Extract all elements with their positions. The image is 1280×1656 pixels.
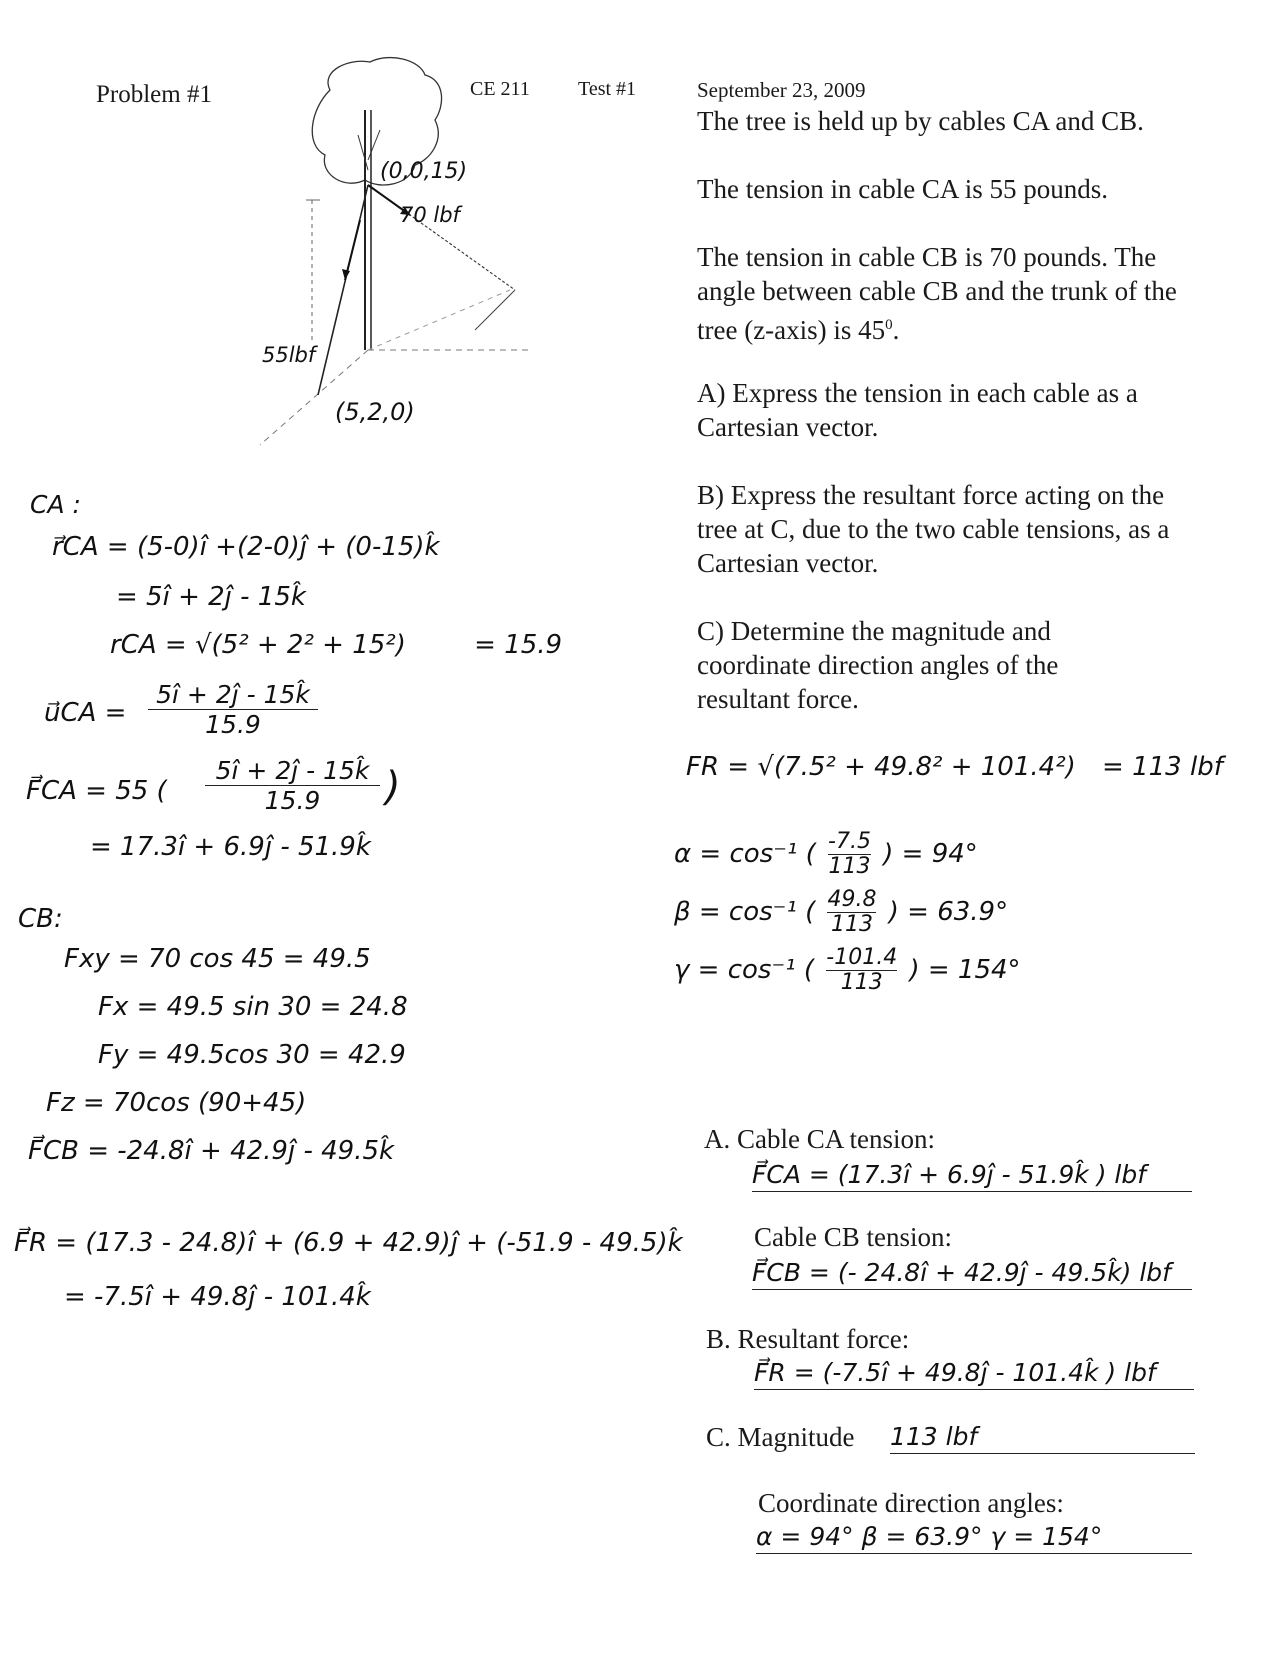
resultant-sum: F⃗R = (17.3 - 24.8)î + (6.9 + 42.9)ĵ + (-51.9 - 49.5)k̂: [14, 1228, 683, 1258]
magnitude-result: = 113 lbf: [1102, 752, 1223, 782]
cb-fx: Fx = 49.5 sin 30 = 24.8: [98, 992, 408, 1022]
tree-branch: [358, 135, 368, 170]
resultant-result: = -7.5î + 49.8ĵ - 101.4k̂: [64, 1282, 371, 1312]
ca-force-label: F⃗CA = 55 (: [26, 776, 167, 806]
statement-p3a: The tension in cable CB is 70 pounds.: [697, 242, 1108, 272]
alpha-fraction: [828, 830, 871, 879]
statement-p2: The tension in cable CA is 55 pounds.: [697, 174, 1108, 204]
gamma-numerator: -101.4: [826, 945, 898, 970]
gamma-label: γ = cos⁻¹ (: [674, 955, 815, 985]
beta-label: β = cos⁻¹ (: [674, 897, 816, 927]
cb-fxy: Fxy = 70 cos 45 = 49.5: [64, 944, 371, 974]
coord-a-label: (5,2,0): [335, 398, 415, 426]
answer-c-label: C. Magnitude: [706, 1422, 855, 1452]
ca-force-denominator: 15.9: [264, 786, 321, 815]
question-c: C) Determine the magnitude and coordinate direction angles of the resultant force.: [697, 616, 1059, 714]
ca-unit-numerator: 5î + 2ĵ - 15k̂: [148, 680, 318, 710]
ca-unit-denominator: 15.9: [205, 710, 261, 739]
statement-p1: The tree is held up by cables CA and CB.: [697, 106, 1144, 136]
answer-b-label: B. Resultant force:: [706, 1324, 910, 1354]
force-ca-label: 55lbf: [262, 343, 316, 367]
ca-unit-vector-fraction: [148, 680, 318, 739]
tree-figure: [250, 50, 580, 480]
problem-label: Problem #1: [96, 81, 212, 108]
anchor-b-line: [475, 290, 515, 330]
force-cb-label: 70 lbf: [400, 203, 460, 227]
degree-mark: 0: [885, 317, 893, 333]
magnitude-expr: FR = √(7.5² + 49.8² + 101.4²): [686, 752, 1076, 782]
ca-unit-vector-label: u⃗CA =: [44, 698, 127, 728]
alpha-label: α = cos⁻¹ (: [674, 839, 816, 869]
answer-angles-label: Coordinate direction angles:: [758, 1488, 1064, 1518]
cb-fz: Fz = 70cos (90+45): [46, 1088, 307, 1118]
cb-fy: Fy = 49.5cos 30 = 42.9: [98, 1040, 406, 1070]
gamma-denominator: 113: [840, 970, 883, 995]
ca-force-result: = 17.3î + 6.9ĵ - 51.9k̂: [90, 832, 371, 862]
ground-projection: [368, 290, 510, 350]
question-b: B) Express the resultant force acting on the tree at C, due to the two cable tensions, as a Cartesian vector.: [697, 480, 1170, 578]
coord-c-label: (0,0,15): [380, 159, 468, 184]
answer-a-value: F⃗CA = (17.3î + 6.9ĵ - 51.9k̂ ) lbf: [752, 1160, 1192, 1192]
ca-force-numerator: 5î + 2ĵ - 15k̂: [205, 756, 380, 786]
ca-force-paren: ): [385, 764, 401, 810]
course-label: CE 211: [470, 78, 530, 100]
cable-ca: [318, 185, 368, 395]
gamma-calc: [674, 946, 1021, 995]
question-a: A) Express the tension in each cable as a Cartesian vector.: [697, 378, 1138, 442]
ca-magnitude: [110, 630, 562, 660]
ca-position-vector: r⃗CA = (5-0)î +(2-0)ĵ + (0-15)k̂: [52, 532, 440, 562]
beta-result: ) = 63.9°: [888, 897, 1009, 927]
alpha-calc: [674, 830, 978, 879]
beta-fraction: [827, 888, 876, 937]
beta-denominator: 113: [830, 912, 873, 937]
cb-force-result: F⃗CB = -24.8î + 42.9ĵ - 49.5k̂: [28, 1136, 395, 1166]
ca-force-fraction: [205, 756, 380, 815]
alpha-result: ) = 94°: [883, 839, 978, 869]
alpha-numerator: -7.5: [828, 829, 871, 854]
tree-branch: [368, 130, 380, 160]
gamma-result: ) = 154°: [909, 955, 1021, 985]
ca-heading: CA :: [30, 490, 81, 519]
answer-b-value: F⃗R = (-7.5î + 49.8ĵ - 101.4k̂ ) lbf: [754, 1358, 1194, 1390]
answer-c-value: 113 lbf: [890, 1422, 1195, 1454]
test-label: Test #1: [578, 78, 637, 100]
answer-cb-label: Cable CB tension:: [754, 1222, 952, 1252]
beta-calc: [674, 888, 1008, 937]
alpha-denominator: 113: [828, 854, 871, 879]
statement-p3b: The angle between cable CB and the trunk of the tree (z-axis) is 45: [697, 242, 1177, 345]
ca-magnitude-result: = 15.9: [474, 630, 563, 660]
beta-numerator: 49.8: [827, 887, 877, 912]
answer-angles-value: α = 94° β = 63.9° γ = 154°: [756, 1522, 1192, 1554]
date-label: September 23, 2009: [697, 78, 866, 102]
magnitude-calc: [686, 752, 1223, 782]
gamma-fraction: [826, 946, 897, 995]
ca-magnitude-expr: rCA = √(5² + 2² + 15²): [110, 630, 406, 660]
cb-heading: CB:: [18, 904, 63, 934]
answer-cb-value: F⃗CB = (- 24.8î + 42.9ĵ - 49.5k̂) lbf: [752, 1258, 1192, 1290]
statement-p3: The tension in cable CB is 70 pounds. The angle between cable CB and the trunk of the tree (z-axis) is $45^0$.: [697, 242, 1177, 345]
answer-a-label: A. Cable CA tension:: [704, 1124, 935, 1154]
ca-position-simplified: = 5î + 2ĵ - 15k̂: [116, 582, 306, 612]
